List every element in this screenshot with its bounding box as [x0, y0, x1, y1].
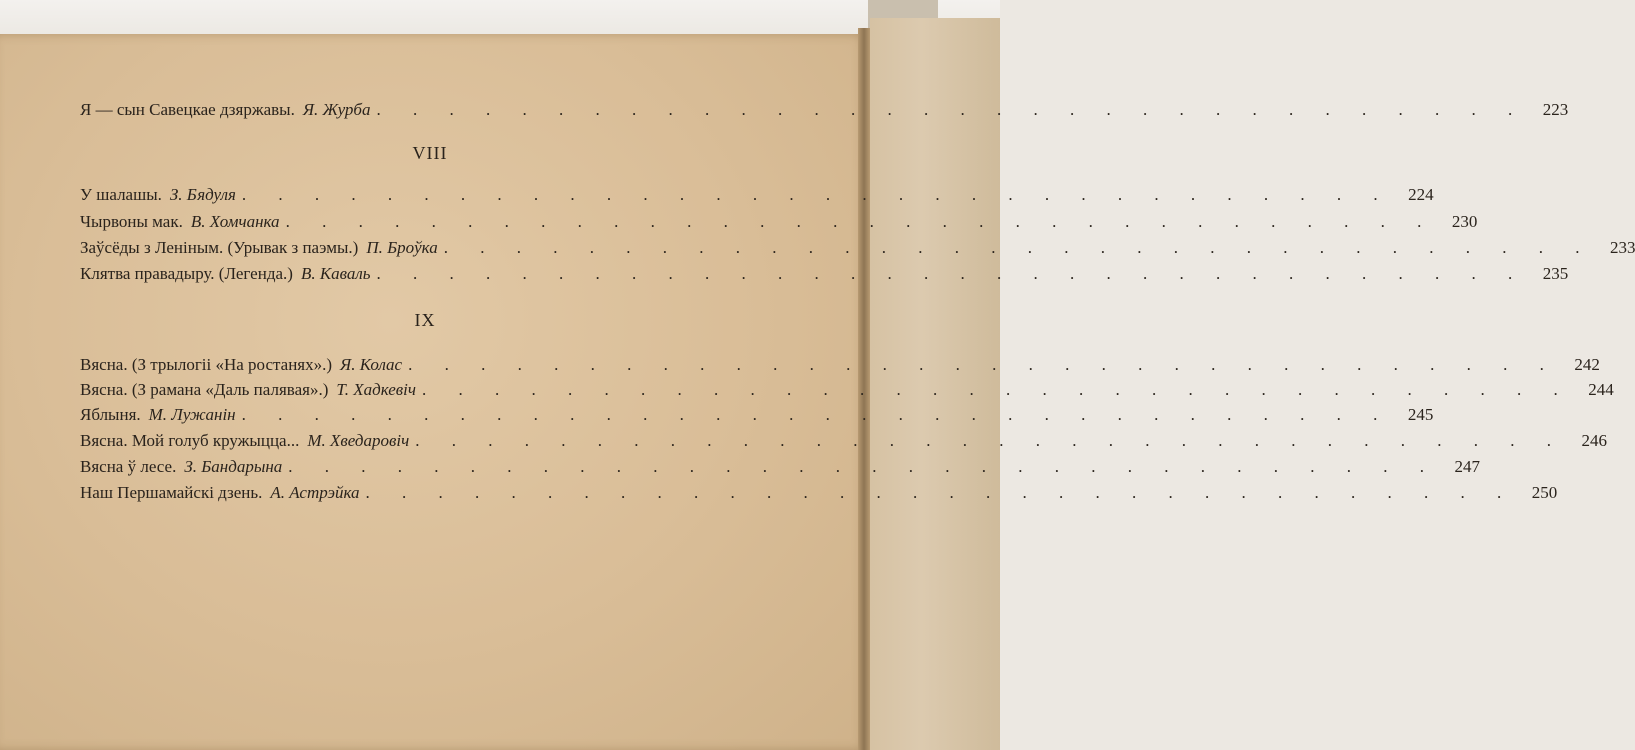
entry-title: Вясна ў лесе.	[80, 457, 177, 476]
entry-author: Т. Хадкевіч	[336, 380, 417, 399]
entry-author: Я. Колас	[340, 355, 403, 374]
entry-page-number: 223	[1542, 100, 1569, 119]
section-heading-viii: VIII	[412, 143, 448, 163]
dot-leader: . . . . . . . . . . . . . . . . . . . . . . . . . . . . . . . .	[241, 185, 1392, 204]
entry-author: Я. Журба	[302, 100, 371, 119]
entry-title: Чырвоны мак.	[80, 212, 183, 231]
entry-title: Я — сын Савецкае дзяржавы.	[80, 100, 295, 119]
dot-leader: . . . . . . . . . . . . . . . . . . . . . . . . . . . . . . . .	[415, 431, 1565, 450]
entry-title: Наш Першамайскі дзень.	[80, 483, 263, 502]
entry-page-number: 246	[1581, 431, 1607, 450]
toc-entry	[80, 264, 1569, 284]
entry-page-number: 244	[1588, 380, 1614, 399]
entry-page-number: 230	[1451, 212, 1478, 231]
entry-author: П. Броўка	[366, 238, 438, 257]
entry-title: Вясна. (З трылогіі «На ростанях».)	[80, 355, 333, 374]
toc-entry	[80, 212, 1478, 232]
entry-title: Вясна. Мой голуб кружыцца...	[80, 431, 300, 450]
toc-entry	[80, 355, 1600, 375]
section-heading-ix: IX	[414, 310, 436, 330]
entry-page-number: 250	[1531, 483, 1558, 502]
dot-leader: . . . . . . . . . . . . . . . . . . . . . . . . . . . . . . . .	[376, 100, 1527, 119]
entry-title: Клятва правадыру. (Легенда.)	[80, 264, 293, 283]
dot-leader: . . . . . . . . . . . . . . . . . . . . . . . . . . . . . . . .	[241, 405, 1392, 424]
entry-title: Заўсёды з Леніным. (Урывак з паэмы.)	[80, 238, 359, 257]
entry-author: М. Хведаровіч	[307, 431, 410, 450]
dot-leader: . . . . . . . . . . . . . . . . . . . . . . . . . . . . . . . .	[422, 380, 1572, 399]
entry-page-number: 245	[1407, 405, 1434, 424]
toc-entry	[80, 238, 1635, 258]
toc-entry	[80, 185, 1434, 205]
toc-entry	[80, 457, 1481, 477]
entry-page-number: 224	[1408, 185, 1434, 204]
entry-author: З. Бандарына	[184, 457, 283, 476]
toc-entry	[80, 405, 1434, 425]
entry-author: З. Бядуля	[169, 185, 236, 204]
entry-page-number: 247	[1454, 457, 1481, 476]
toc-entry	[80, 483, 1558, 503]
dot-leader: . . . . . . . . . . . . . . . . . . . . . . . . . . . . . . . .	[285, 212, 1436, 231]
entry-title: У шалашы.	[80, 185, 162, 204]
dot-leader: . . . . . . . . . . . . . . . . . . . . . . . . . . . . . . . .	[443, 238, 1594, 257]
dot-leader: . . . . . . . . . . . . . . . . . . . . . . . . . . . . . . . .	[408, 355, 1558, 374]
dot-leader: . . . . . . . . . . . . . . . . . . . . . . . . . . . . . . . .	[376, 264, 1527, 283]
entry-page-number: 233	[1609, 238, 1635, 257]
entry-author: А. Астрэйка	[270, 483, 360, 502]
dot-leader: . . . . . . . . . . . . . . . . . . . . . . . . . . . . . . . .	[288, 457, 1439, 476]
entry-author: В. Хомчанка	[190, 212, 280, 231]
entry-title: Яблыня.	[80, 405, 141, 424]
entry-page-number: 242	[1574, 355, 1600, 374]
dot-leader: . . . . . . . . . . . . . . . . . . . . . . . . . . . . . . . .	[365, 483, 1516, 502]
entry-author: М. Лужанін	[148, 405, 236, 424]
toc-entry	[80, 380, 1614, 400]
entry-page-number: 235	[1542, 264, 1569, 283]
entry-title: Вясна. (З рамана «Даль палявая».)	[80, 380, 329, 399]
toc-entry	[80, 431, 1607, 451]
entry-author: В. Каваль	[300, 264, 371, 283]
toc-entry	[80, 100, 1569, 120]
